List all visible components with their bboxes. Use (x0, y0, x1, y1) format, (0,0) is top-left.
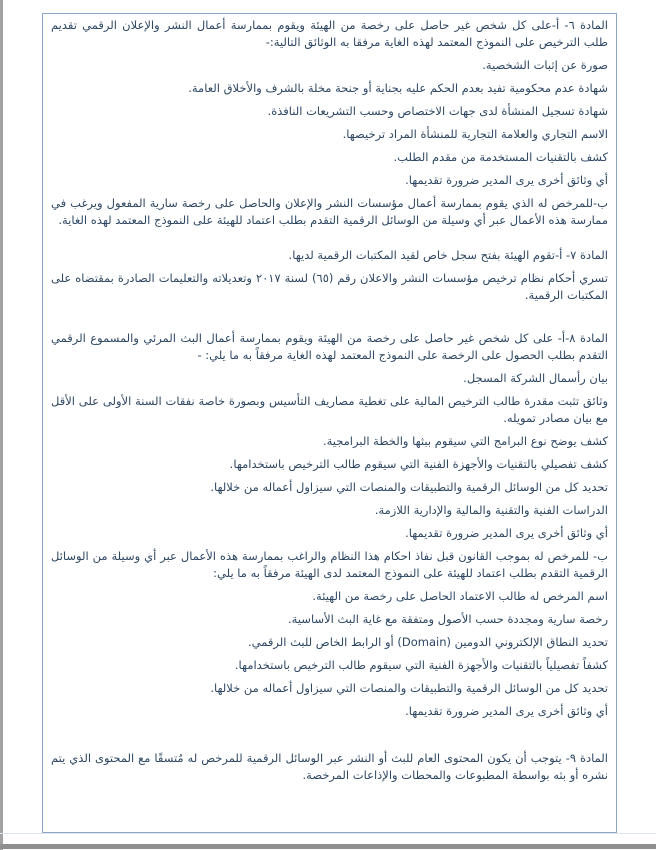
list-item: صورة عن إثبات الشخصية. (482, 58, 608, 72)
list-item: كشفاً تفصيلياً بالتقنيات والأجهزة الفنية التي سيقوم طالب الترخيص باستخدامها. (234, 658, 608, 672)
list-item: اسم المرخص له طالب الاعتماد الحاصل على رخصة من الهيئة. (312, 589, 608, 603)
article-8-paragraph: المادة ٨-أ- على كل شخص غير حاصل على رخصة من الهيئة ويقوم بممارسة أعمال البث المرئي والمسموع الرقمي التقدم بطلب الحصول على الرخصة على النموذج المعتمد لهذه الغاية مرفقاً به ما يلي: - (51, 331, 608, 362)
list-item: تسري أحكام نظام ترخيص مؤسسات النشر والاعلان رقم (٦٥) لسنة ٢٠١٧ وتعديلاته والتعليمات الصادرة بمقتضاه على المكتبات الرقمية. (51, 271, 609, 302)
list-item: بيان رأسمال الشركة المسجل. (463, 371, 608, 385)
list-item: أي وثائق أخرى يرى المدير ضرورة تقديمها. (405, 704, 608, 718)
clause-b-paragraph: ب- للمرخص له بموجب القانون قبل نفاذ احكام هذا النظام والراغب بممارسة هذه الأعمال عبر أي وسيلة من الوسائل الرقمية التقدم بطلب اعتماد للهيئة على النموذج المعتمد لدى الهيئة مرفقاً به ما يلي: (51, 549, 608, 580)
list-item: الاسم التجاري والعلامة التجارية للمنشأة المراد ترخيصها. (342, 127, 608, 141)
list-item: كشف تفصيلي بالتقنيات والأجهزة الفنية التي سيقوم طالب الترخيص باستخدامها. (229, 457, 608, 471)
page-edge-left (0, 0, 3, 850)
text-frame (42, 13, 617, 833)
article-6-paragraph: المادة ٦- أ-على كل شخص غير حاصل على رخصة من الهيئة ويقوم بممارسة أعمال النشر والإعلان الرقمي تقديم طلب الترخيص على النموذج المعتمد لهذه الغاية مرفقا به الوثائق التالية:- (51, 18, 608, 49)
article-7-paragraph: المادة ٧- أ-تقوم الهيئة بفتح سجل خاص لقيد المكتبات الرقمية لديها. (288, 248, 608, 262)
list-item: شهادة عدم محكومية تفيد بعدم الحكم عليه بجناية أو جنحة مخلة بالشرف والأخلاق العامة. (188, 81, 608, 95)
frame-bottom-rule (0, 833, 656, 834)
list-item: رخصة سارية ومجددة حسب الأصول ومتفقة مع غاية البث الأساسية. (288, 612, 608, 626)
list-item: الدراسات الفنية والتقنية والمالية والإدارية اللازمة. (374, 503, 608, 517)
article-9-paragraph: المادة ٩- يتوجب أن يكون المحتوى العام للبث أو النشر عبر الوسائل الرقمية للمرخص له مُتسقًا مع المحتوى الذي يتم نشره أو بثه بواسطة المطبوعات والمحطات والإذاعات المرخصة. (51, 751, 608, 782)
blank-line (51, 235, 608, 247)
list-item: أي وثائق أخرى يرى المدير ضرورة تقديمها. (405, 526, 608, 540)
list-item: وثائق تثبت مقدرة طالب الترخيص المالية على تغطية مصاريف التأسيس وبصورة خاصة نفقات السنة الأولى على الأقل مع بيان مصادر تمويله. (51, 394, 608, 425)
list-item: كشف يوضح نوع البرامج التي سيقوم ببثها والخطة البرامجية. (322, 434, 608, 448)
blank-line (51, 726, 608, 750)
clause-b-paragraph: ب-للمرخص له الذي يقوم بممارسة أعمال مؤسسات النشر والإعلان والحاصل على رخصة سارية المفعول ويرغب في ممارسة هذه الأعمال عبر أي وسيلة من الوسائل الرقمية التقدم بطلب اعتماد للهيئة على النموذج المعتمد لهذه الغاية. (51, 196, 608, 227)
list-item: تحديد النطاق الإلكتروني الدومين (Domain) أو الرابط الخاص للبث الرقمي. (247, 635, 608, 649)
list-item: شهادة تسجيل المنشأة لدى جهات الاختصاص وحسب التشريعات النافذة. (267, 104, 608, 118)
blank-line (51, 310, 608, 330)
page-edge-bottom (0, 844, 656, 849)
list-item: تحديد كل من الوسائل الرقمية والتطبيقات والمنصات التي سيزاول أعماله من خلالها. (210, 480, 608, 494)
list-item: كشف بالتقنيات المستخدمة من مقدم الطلب. (393, 150, 608, 164)
list-item: تحديد كل من الوسائل الرقمية والتطبيقات والمنصات التي سيزاول أعماله من خلالها. (210, 681, 608, 695)
list-item: أي وثائق أخرى يرى المدير ضرورة تقديمها. (405, 173, 608, 187)
